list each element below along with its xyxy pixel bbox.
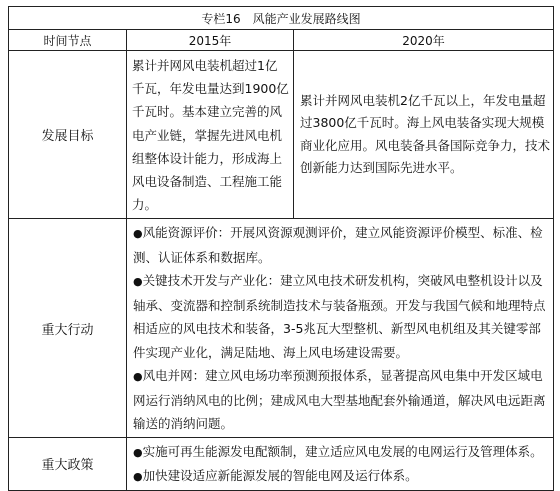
header-2020: 2020年 bbox=[294, 30, 554, 51]
list-item bbox=[133, 464, 549, 489]
bullet-icon: ● bbox=[133, 470, 143, 484]
roadmap-table bbox=[8, 6, 554, 491]
policy-item-text: 实施可再生能源发电配额制，建立适应风电发展的电网运行及管理体系。 bbox=[142, 443, 543, 459]
goals-label: 发展目标 bbox=[9, 51, 127, 219]
policy-item-text: 加快建设适应新能源发展的智能电网及运行体系。 bbox=[142, 468, 418, 484]
list-item bbox=[133, 269, 549, 364]
policies-content bbox=[127, 437, 554, 490]
policies-label: 重大政策 bbox=[9, 437, 127, 490]
title-row bbox=[9, 7, 554, 30]
action-item-text: 风电并网：建立风电场功率预测预报体系，显著提高风电集中开发区域电网运行消纳风电的比例；建成风电大型基地配套外输通道，解决风电远距离输送的消纳问题。 bbox=[133, 368, 546, 432]
actions-content bbox=[127, 219, 554, 438]
list-item bbox=[133, 364, 549, 436]
goals-2020-text: 累计并网风电装机2亿千瓦以上，年发电量超过3800亿千瓦时。海上风电装备实现大规模商业化应用。风电装备具备国际竞争力，技术创新能力达到国际先进水平。 bbox=[294, 51, 554, 219]
goals-row bbox=[9, 51, 554, 219]
policies-row bbox=[9, 437, 554, 490]
actions-label: 重大行动 bbox=[9, 219, 127, 438]
header-2015: 2015年 bbox=[127, 30, 294, 51]
roadmap-document bbox=[8, 6, 553, 491]
header-time-node: 时间节点 bbox=[9, 30, 127, 51]
bullet-icon: ● bbox=[133, 227, 143, 241]
bullet-icon: ● bbox=[133, 275, 143, 289]
list-item bbox=[133, 221, 549, 269]
action-item-text: 风能资源评价：开展风资源观测评价，建立风能资源评价模型、标准、检测、认证体系和数据库。 bbox=[133, 225, 543, 265]
list-item bbox=[133, 440, 549, 465]
table-title: 专栏16 风能产业发展路线图 bbox=[9, 7, 554, 30]
header-row bbox=[9, 30, 554, 51]
actions-row bbox=[9, 219, 554, 438]
goals-2015-text: 累计并网风电装机超过1亿千瓦，年发电量达到1900亿千瓦时。基本建立完善的风电产业链，掌握先进风电机组整体设计能力，形成海上风电设备制造、工程施工能力。 bbox=[127, 51, 294, 219]
bullet-icon: ● bbox=[133, 370, 143, 384]
bullet-icon: ● bbox=[133, 445, 143, 459]
action-item-text: 关键技术开发与产业化：建立风电技术研发机构，突破风电整机设计以及轴承、变流器和控制系统制造技术与装备瓶颈。开发与我国气候和地理特点相适应的风电技术和装备，3-5兆瓦大型整机、新型风电机组及其关键零部件实现产业化，满足陆地、海上风电场建设需要。 bbox=[133, 273, 546, 360]
